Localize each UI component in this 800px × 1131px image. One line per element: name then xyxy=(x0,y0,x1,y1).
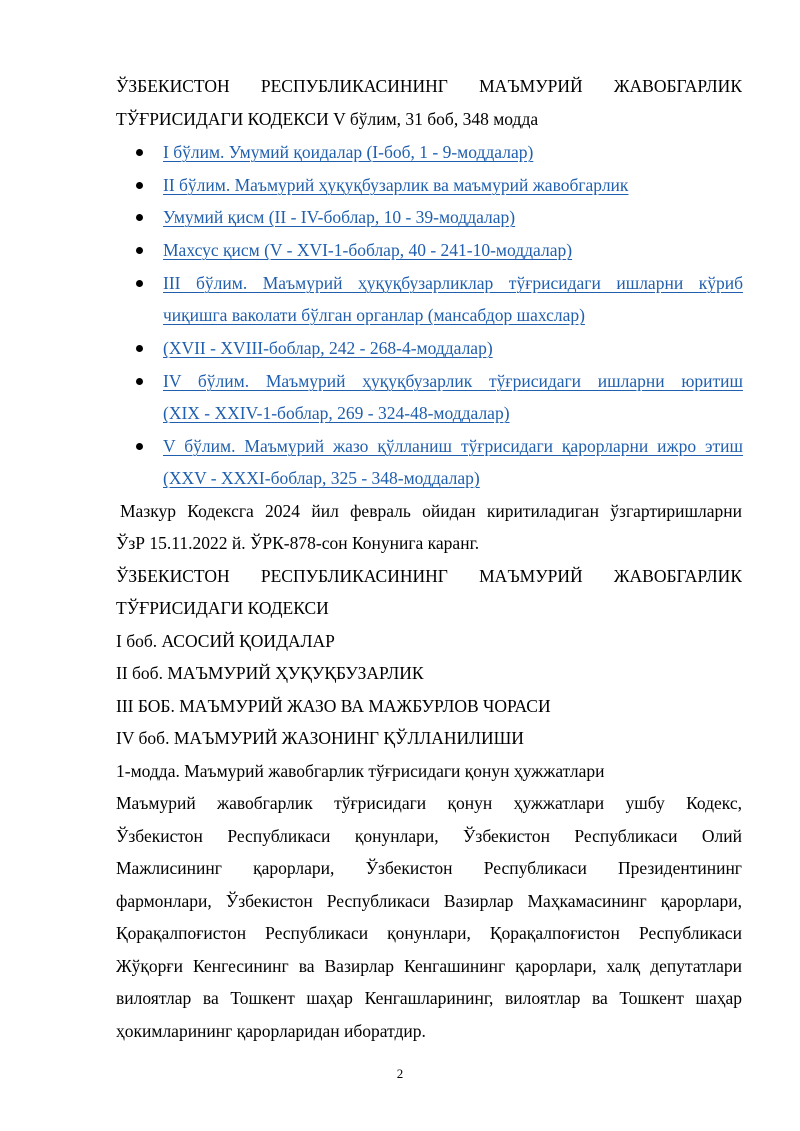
toc-link[interactable]: Махсус қисм (V - XVI-1-боблар, 40 - 241-10-моддалар) xyxy=(163,240,573,260)
article-body-line: вилоятлар ва Тошкент шаҳар Кенгашларининг, вилоятлар ва Тошкент шаҳар xyxy=(116,988,742,1008)
bullet-icon xyxy=(136,280,143,287)
article-body-line: фармонлари, Ўзбекистон Республикаси Вазирлар Маҳкамасининг қарорлари, xyxy=(116,891,742,911)
code-title-line-1: ЎЗБЕКИСТОН РЕСПУБЛИКАСИНИНГ МАЪМУРИЙ ЖАВОБГАРЛИК xyxy=(116,566,742,586)
chapter-heading: IV боб. МАЪМУРИЙ ЖАЗОНИНГ ҚЎЛЛАНИЛИШИ xyxy=(116,728,524,748)
toc-link-continued[interactable]: чиқишга ваколати бўлган органлар (мансабдор шахслар) xyxy=(163,305,585,325)
bullet-icon xyxy=(136,443,143,450)
article-body-line: Мажлисининг қарорлари, Ўзбекистон Республикаси Президентининг xyxy=(116,858,742,878)
chapter-heading: III БОБ. МАЪМУРИЙ ЖАЗО ВА МАЖБУРЛОВ ЧОРАСИ xyxy=(116,696,551,716)
toc-link[interactable]: Умумий қисм (II - IV-боблар, 10 - 39-моддалар) xyxy=(163,207,516,227)
article-body-line: ҳокимларининг қарорларидан иборатдир. xyxy=(116,1021,426,1041)
article-body-line: Маъмурий жавобгарлик тўғрисидаги қонун ҳужжатлари ушбу Кодекс, xyxy=(116,793,742,813)
bullet-icon xyxy=(136,182,143,189)
toc-link[interactable]: III бўлим. Маъмурий ҳуқуқбузарликлар тўғрисидаги ишларни кўриб xyxy=(163,273,743,293)
chapter-heading: II боб. МАЪМУРИЙ ҲУҚУҚБУЗАРЛИК xyxy=(116,663,424,683)
bullet-icon xyxy=(136,247,143,254)
toc-link[interactable]: I бўлим. Умумий қоидалар (I-боб, 1 - 9-моддалар) xyxy=(163,142,534,162)
bullet-icon xyxy=(136,214,143,221)
toc-link-continued[interactable]: (XXV - XXXI-боблар, 325 - 348-моддалар) xyxy=(163,468,480,488)
toc-link[interactable]: (XVII - XVIII-боблар, 242 - 268-4-моддалар) xyxy=(163,338,493,358)
amendment-note-line-1: Мазкур Кодексга 2024 йил февраль ойидан киритиладиган ўзгартиришларни xyxy=(120,501,742,521)
bullet-icon xyxy=(136,345,143,352)
article-body-line: Жўқорғи Кенгесининг ва Вазирлар Кенгашининг қарорлари, халқ депутатлари xyxy=(116,956,742,976)
header-title-line-1: ЎЗБЕКИСТОН РЕСПУБЛИКАСИНИНГ МАЪМУРИЙ ЖАВОБГАРЛИК xyxy=(116,76,742,96)
chapter-heading: I боб. АСОСИЙ ҚОИДАЛАР xyxy=(116,631,335,651)
article-body-line: Ўзбекистон Республикаси қонунлари, Ўзбекистон Республикаси Олий xyxy=(116,826,742,846)
article-title: 1-модда. Маъмурий жавобгарлик тўғрисидаги қонун ҳужжатлари xyxy=(116,761,605,781)
toc-link[interactable]: II бўлим. Маъмурий ҳуқуқбузарлик ва маъмурий жавобгарлик xyxy=(163,175,629,195)
toc-link[interactable]: V бўлим. Маъмурий жазо қўлланиш тўғрисидаги қарорларни ижро этиш xyxy=(163,436,743,456)
bullet-icon xyxy=(136,378,143,385)
bullet-icon xyxy=(136,149,143,156)
toc-link[interactable]: IV бўлим. Маъмурий ҳуқуқбузарлик тўғрисидаги ишларни юритиш xyxy=(163,371,743,391)
code-title-line-2: ТЎҒРИСИДАГИ КОДЕКСИ xyxy=(116,598,329,618)
article-body-line: Қорақалпоғистон Республикаси қонунлари, Қорақалпоғистон Республикаси xyxy=(116,923,742,943)
amendment-note-line-2: ЎзР 15.11.2022 й. ЎРК-878-сон Конунига каранг. xyxy=(116,533,480,553)
header-title-line-2: ТЎҒРИСИДАГИ КОДЕКСИ V бўлим, 31 боб, 348 модда xyxy=(116,109,539,129)
toc-link-continued[interactable]: (XIX - XXIV-1-боблар, 269 - 324-48-моддалар) xyxy=(163,403,510,423)
page-number: 2 xyxy=(396,1066,404,1081)
